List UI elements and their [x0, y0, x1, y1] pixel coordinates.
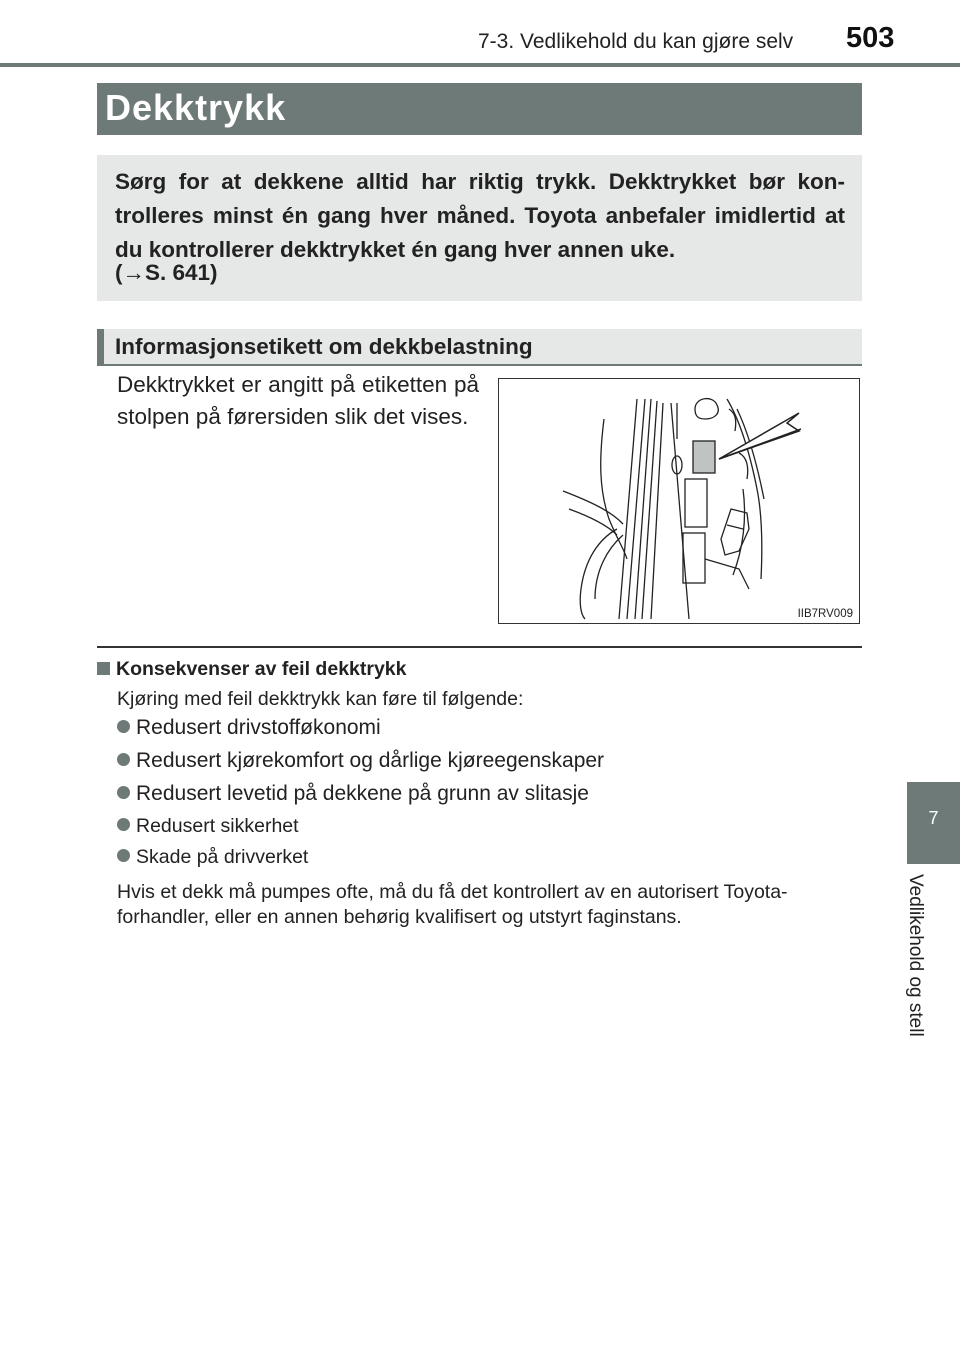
- intro-reference: (→S. 641): [115, 260, 218, 285]
- consequences-intro: Kjøring med feil dekktrykk kan føre til følgende:: [117, 688, 524, 710]
- list-item-text: Redusert sikkerhet: [136, 815, 299, 837]
- label-section-heading: [97, 329, 862, 364]
- round-bullet-icon: [117, 786, 130, 799]
- consequences-title: Konsekvenser av feil dekktrykk: [116, 658, 407, 680]
- consequences-heading: [97, 658, 407, 681]
- label-description: Dekktrykket er angitt på etiketten på stolpen på førersiden slik det vises.: [117, 372, 479, 429]
- heading-accent: [97, 329, 104, 364]
- list-item: [117, 749, 604, 773]
- figure-id: IIB7RV009: [797, 608, 853, 620]
- list-item-text: Redusert kjørekomfort og dårlige kjøreegenskaper: [136, 749, 605, 772]
- heading-underline: [97, 364, 862, 366]
- intro-text: Sørg for at dekkene alltid har riktig trykk. Dekktrykket bør kontrolleres minst én gang hver måned. Toyota anbefaler imidlertid at du kontrollerer dekktrykket én gang hver annen uke.: [115, 169, 845, 262]
- list-item: [117, 782, 589, 806]
- chapter-number: 7: [928, 808, 939, 828]
- list-item: [117, 716, 381, 740]
- list-item: [117, 815, 299, 838]
- list-item-text: Redusert levetid på dekkene på grunn av slitasje: [136, 782, 589, 805]
- page-title: Dekktrykk: [105, 87, 287, 128]
- intro-box: [97, 155, 862, 301]
- round-bullet-icon: [117, 849, 130, 862]
- section-divider: [97, 646, 862, 648]
- section-header: 7-3. Vedlikehold du kan gjøre selv: [478, 30, 794, 53]
- title-bar: [97, 83, 862, 135]
- header-rule: [0, 63, 960, 67]
- round-bullet-icon: [117, 753, 130, 766]
- door-pillar-illustration: [499, 379, 859, 623]
- chapter-tab: [907, 782, 960, 864]
- label-section-title: Informasjonsetikett om dekkbelastning: [115, 334, 533, 359]
- closing-text: Hvis et dekk må pumpes ofte, må du få det kontrollert av en autorisert Toyota-forhandler, eller en annen behørig kvalifisert og utstyrt faginstans.: [117, 881, 788, 928]
- round-bullet-icon: [117, 818, 130, 831]
- tire-label-figure: [498, 378, 860, 624]
- list-item-text: Skade på drivverket: [136, 846, 309, 868]
- round-bullet-icon: [117, 720, 130, 733]
- chapter-label-text: Vedlikehold og stell: [905, 874, 926, 1037]
- square-bullet-icon: [97, 662, 110, 675]
- page-number: 503: [846, 22, 895, 54]
- list-item-text: Redusert drivstofføkonomi: [136, 716, 381, 739]
- list-item: [117, 846, 308, 869]
- chapter-label: [905, 874, 938, 1064]
